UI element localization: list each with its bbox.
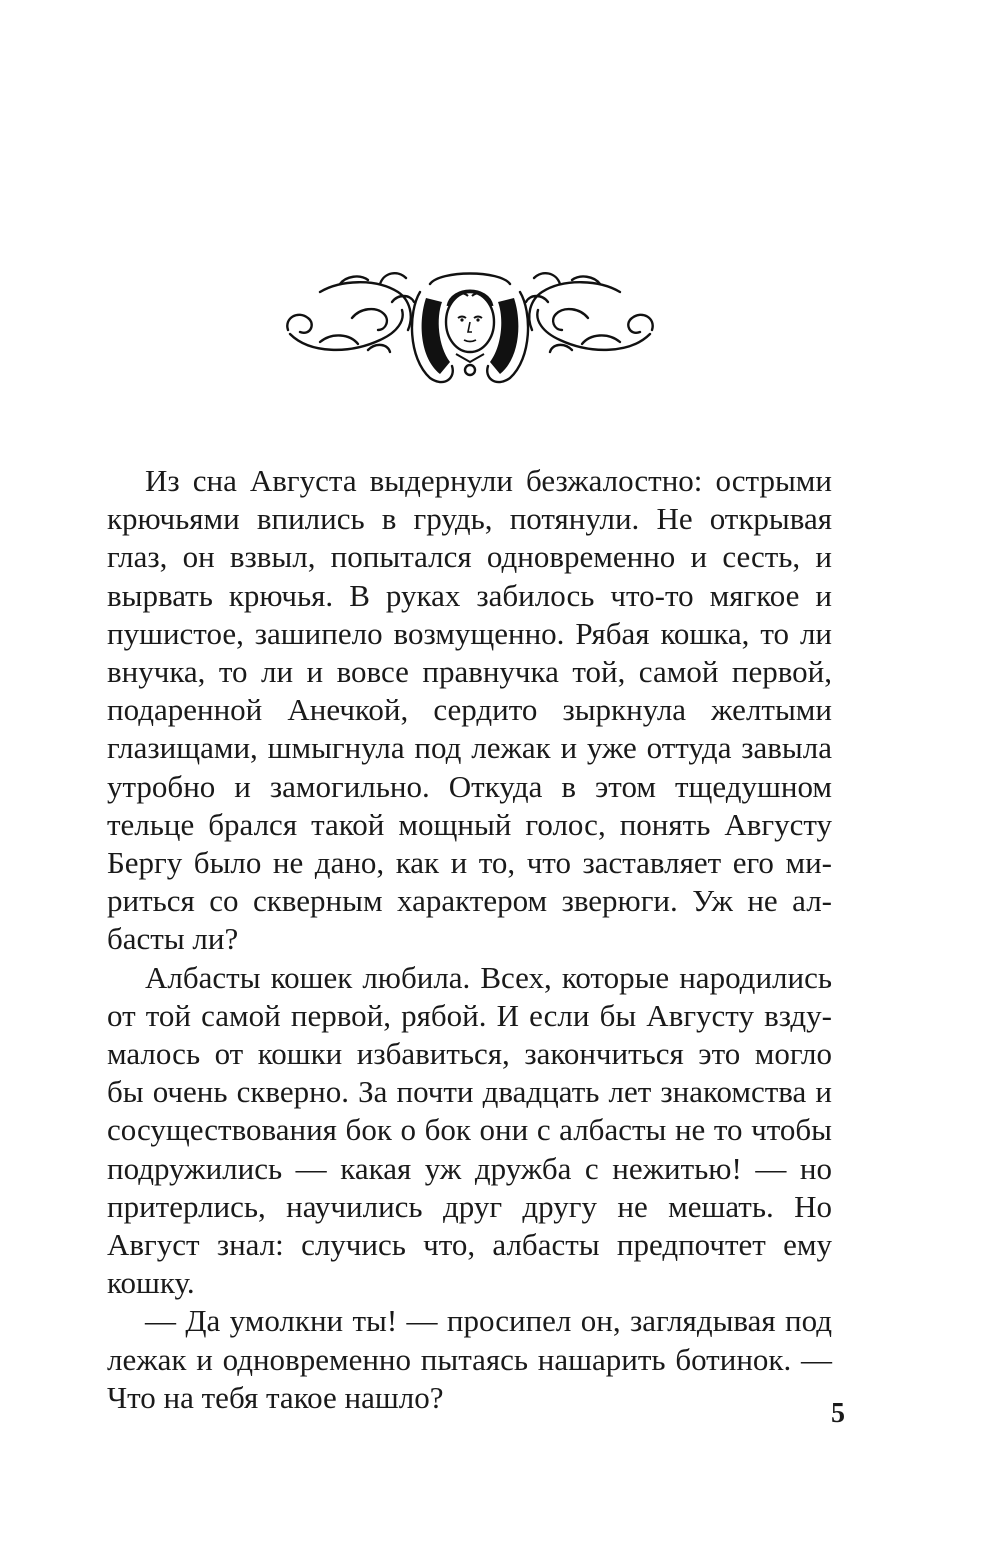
body-text (107, 462, 832, 1417)
paragraph-3: — Да умолкни ты! — просипел он, заглядывая под лежак и одновременно пытаясь нашарить ботинок. — Что на тебя такое нашло? (107, 1303, 832, 1415)
paragraph-2: Албасты кошек любила. Всех, которые народились от той самой первой, рябой. И если бы Августу вздумалось от кошки избавиться, закончиться это могло бы очень скверно. За почти двадцать лет знакомства и сосуществования бок о бок они с албасты не то чтобы подружились — какая уж дружба с нежитью! — но притерлись, научились друг другу не мешать. Но Август знал: случись что, албасты предпочтет ему кошку. (107, 959, 832, 1301)
cherub-ornament-icon (280, 262, 660, 392)
paragraph-1: Из сна Августа выдернули безжалостно: острыми крючьями впились в грудь, потянули. Не открывая глаз, он взвыл, попытался одновременно и сесть, и вырвать крючья. В руках забилось что-то мягкое и пушистое, зашипело возмущенно. Рябая кошка, то ли внучка, то ли и вовсе правнучка той, самой первой, подаренной Анечкой, сердито зыркнула желтыми глазищами, шмыгнула под лежак и уже оттуда завыла утробно и замогильно. Откуда в этом тщедушном тельце брался такой мощный голос, понять Августу Бергу было не дано, как и то, что заставляет его мириться со скверным характером зверюги. Уж не албасты ли? (107, 463, 832, 957)
page-number: 5 (831, 1398, 845, 1429)
